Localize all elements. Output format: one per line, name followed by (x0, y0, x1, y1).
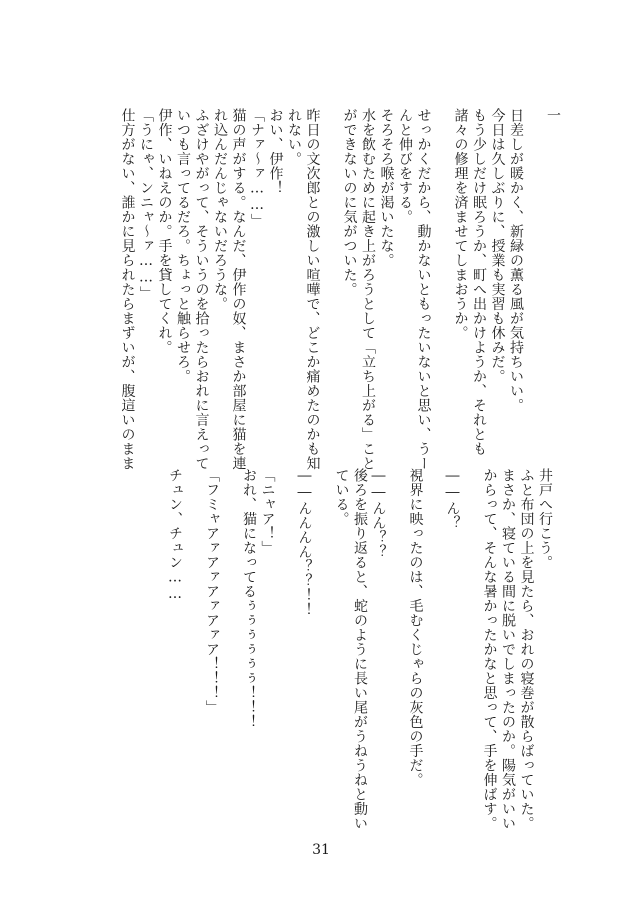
blank-line (277, 468, 296, 803)
text-line: ふざけやがって、そういうのを拾ったらおれに言えって (193, 108, 210, 471)
text-line: からって、そんな暑かったかなと思って、手を伸ばす。 (481, 468, 498, 831)
blank-line (388, 468, 407, 803)
text-line: 一 (545, 108, 561, 123)
text-line: ふと布団の上を見たら、おれの寝巻が散らばっていた。 (518, 468, 535, 831)
text-line: まさか、寝ている間に脱いでしまったのか。陽気がいい (500, 468, 516, 831)
text-line: 仕方がない、誰かに見られたらまずいが、腹這いのまま (119, 108, 136, 471)
text-line: 猫の声がする。なんだ、伊作の奴、まさか部屋に猫を連 (230, 108, 247, 471)
text-line: れない。 (286, 108, 302, 166)
blank-line (462, 468, 481, 803)
text-line: 「ニャア！」 (259, 468, 276, 555)
text-line: チュン、チュン…… (167, 468, 183, 603)
page-number: 31 (312, 842, 330, 858)
text-line: そろそろ喉が渇いたな。 (378, 108, 395, 268)
text-line: 諸々の修理を済ませてしまおうか。 (452, 108, 469, 340)
blank-line (433, 108, 452, 443)
text-line: 「ナァ〜ァ……」 (249, 108, 265, 228)
text-line: おれ、猫になってるぅぅぅぅぅぅ！！！ (241, 468, 257, 729)
text-line: もう少しだけ眠ろうか、町へ出かけようか、それとも (471, 108, 487, 456)
text-line: 後ろを振り返ると、蛇のように長い尾がうねうねと動い (352, 468, 368, 831)
blank-line (425, 468, 444, 803)
blank-line (221, 468, 240, 803)
text-line: 「フミャアァアァアァアァア！！！」 (204, 468, 220, 715)
text-line: 井戸へ行こう。 (537, 468, 553, 570)
lower-text-block (166, 468, 555, 831)
text-line: 伊作、いねえのか。手を貸してくれ。 (156, 108, 173, 355)
text-line: 水を飲むために起き上がろうとして「立ち上がる」こと (360, 108, 376, 471)
text-line: ができないのに気がついた。 (341, 108, 358, 297)
text-line: ――ん？ (444, 468, 461, 530)
text-line: 今日は久しぶりに、授業も実習も休みだ。 (489, 108, 506, 384)
text-line: おい、伊作！ (267, 108, 284, 195)
blank-line (184, 468, 203, 803)
text-line: ている。 (333, 468, 350, 526)
text-line: せっかくだから、動かないともったいないと思い、うー (415, 108, 432, 471)
text-line: 昨日の文次郎との激しい喧嘩で、どこか痛めたのかも知 (304, 108, 321, 471)
upper-text-block (118, 108, 562, 471)
blank-line (525, 108, 544, 443)
text-line: いつも言ってるだろ。ちょっと触らせろ。 (175, 108, 191, 384)
text-line: んと伸びをする。 (397, 108, 413, 224)
text-line: ――んん？？ (370, 468, 387, 559)
text-line: ――んんんん？？！！ (296, 468, 313, 617)
blank-line (322, 108, 341, 443)
text-line: 「うにゃ、ンニャ〜ァ……」 (138, 108, 154, 301)
text-line: 視界に映ったのは、毛むくじゃらの灰色の手だ。 (407, 468, 424, 787)
text-line: れ込んだんじゃないだろうな。 (212, 108, 228, 311)
text-line: 日差しが暖かく、新緑の薫る風が気持ちいい。 (508, 108, 524, 413)
blank-line (314, 468, 333, 803)
